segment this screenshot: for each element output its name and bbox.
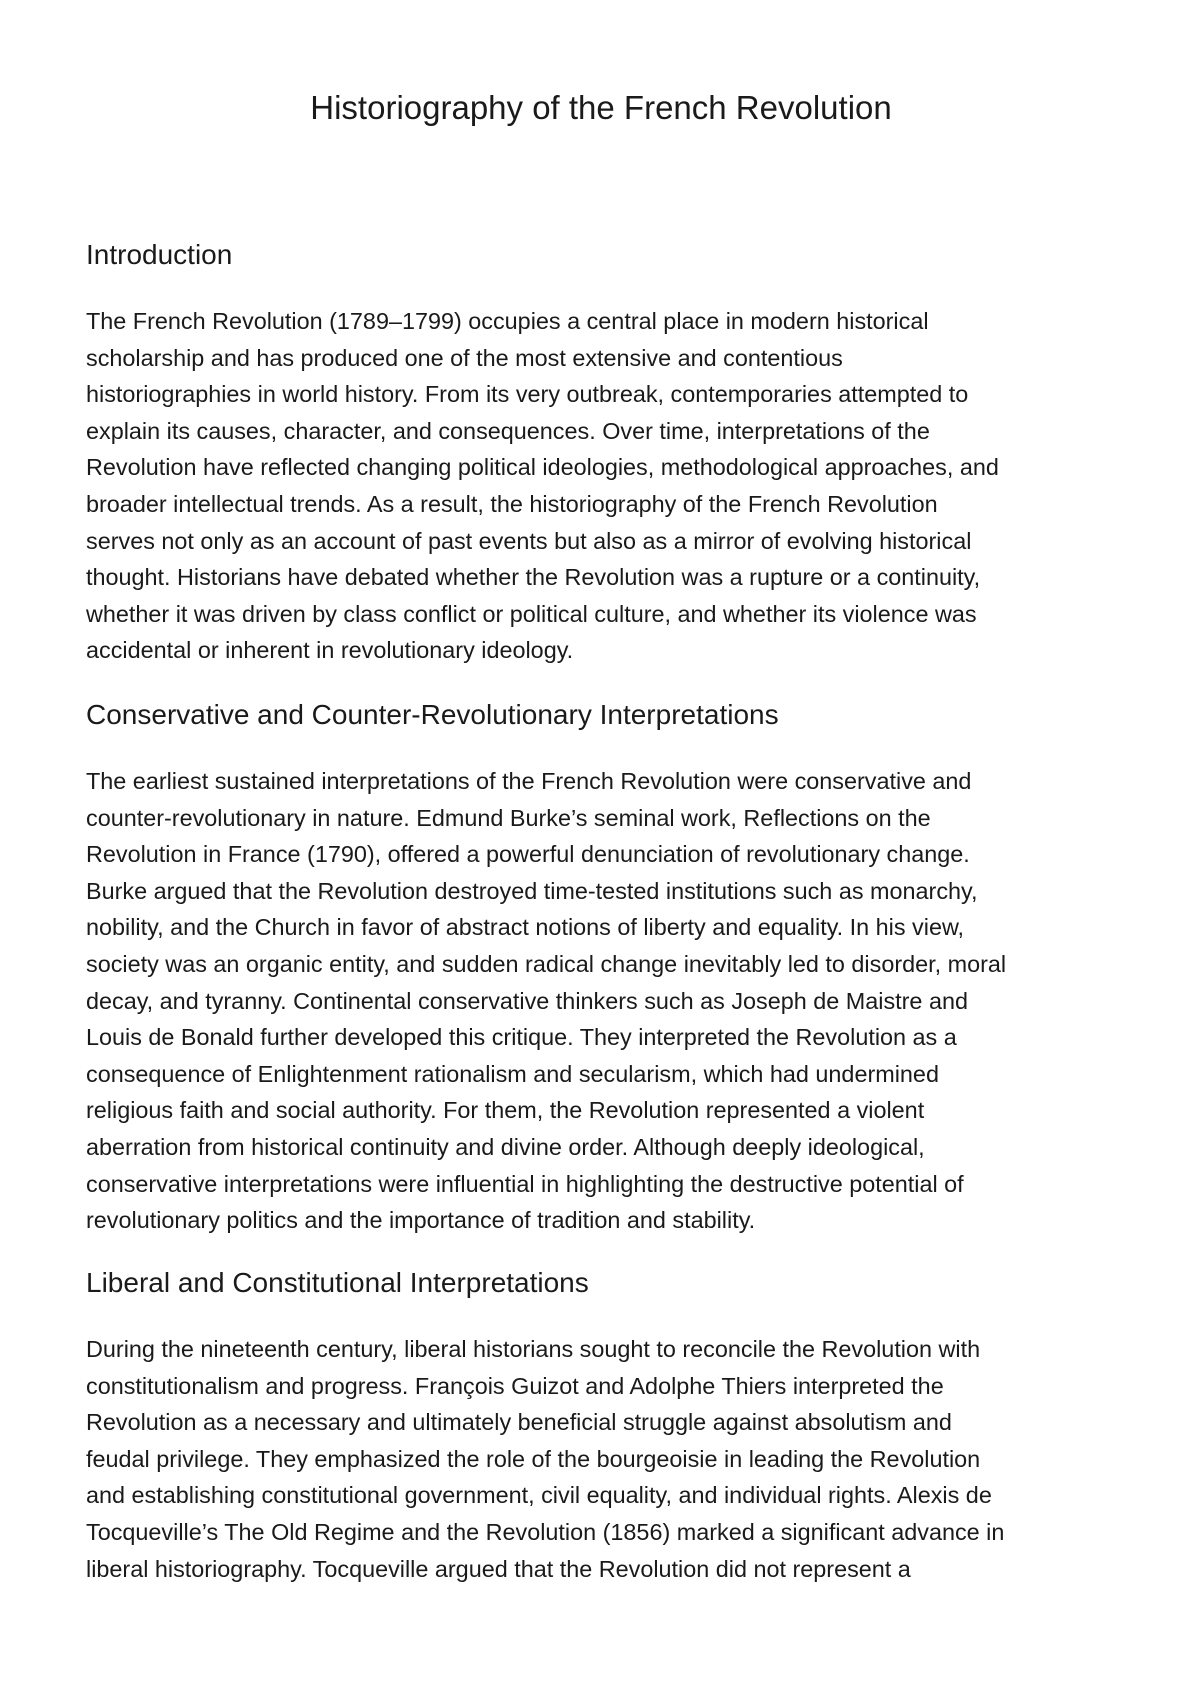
paragraph-line: consequence of Enlightenment rationalism and secularism, which had undermined <box>86 1060 939 1087</box>
section-paragraph-introduction <box>86 303 1136 669</box>
section-heading-introduction: Introduction <box>86 239 233 270</box>
paragraph-line: and establishing constitutional government, civil equality, and individual rights. Alexis de <box>86 1482 992 1509</box>
paragraph-line: nobility, and the Church in favor of abstract notions of liberty and equality. In his view, <box>86 914 965 941</box>
section-paragraph-liberal <box>86 1331 1136 1587</box>
section-paragraph-conservative <box>86 763 1136 1239</box>
paragraph-line: religious faith and social authority. For them, the Revolution represented a violent <box>86 1097 925 1124</box>
paragraph-line: constitutionalism and progress. François Guizot and Adolphe Thiers interpreted the <box>86 1372 944 1399</box>
paragraph-line: counter-revolutionary in nature. Edmund Burke’s seminal work, Reflections on the <box>86 804 931 831</box>
paragraph-line: During the nineteenth century, liberal historians sought to reconcile the Revolution with <box>86 1336 981 1362</box>
paragraph-line: feudal privilege. They emphasized the role of the bourgeoisie in leading the Revolution <box>86 1445 981 1472</box>
paragraph-line: The earliest sustained interpretations of the French Revolution were conservative and <box>86 768 972 794</box>
paragraph-line: Louis de Bonald further developed this critique. They interpreted the Revolution as a <box>86 1024 957 1051</box>
paragraph-line: society was an organic entity, and sudden radical change inevitably led to disorder, moral <box>86 950 1007 977</box>
paragraph-line: Tocqueville’s The Old Regime and the Revolution (1856) marked a significant advance in <box>86 1518 1005 1545</box>
section-heading-liberal: Liberal and Constitutional Interpretations <box>86 1267 589 1298</box>
paragraph-line: accidental or inherent in revolutionary ideology. <box>86 637 574 664</box>
paragraph-line: aberration from historical continuity and divine order. Although deeply ideological, <box>86 1133 925 1160</box>
paragraph-line: scholarship and has produced one of the most extensive and contentious <box>86 344 843 371</box>
paragraph-line: Burke argued that the Revolution destroyed time-tested institutions such as monarchy, <box>86 877 978 904</box>
paragraph-line: liberal historiography. Tocqueville argued that the Revolution did not represent a <box>86 1555 911 1582</box>
section-heading-conservative: Conservative and Counter-Revolutionary Interpretations <box>86 699 779 730</box>
paragraph-line: revolutionary politics and the importance of tradition and stability. <box>86 1207 756 1234</box>
paragraph-line: conservative interpretations were influential in highlighting the destructive potential of <box>86 1170 964 1197</box>
paragraph-line: The French Revolution (1789–1799) occupies a central place in modern historical <box>86 308 929 334</box>
page-title: Historiography of the French Revolution <box>310 89 892 126</box>
paragraph-line: Revolution have reflected changing political ideologies, methodological approaches, and <box>86 454 999 481</box>
paragraph-line: serves not only as an account of past events but also as a mirror of evolving historical <box>86 527 972 554</box>
paragraph-line: thought. Historians have debated whether the Revolution was a rupture or a continuity, <box>86 564 981 591</box>
paragraph-line: explain its causes, character, and consequences. Over time, interpretations of the <box>86 417 930 444</box>
paragraph-line: historiographies in world history. From its very outbreak, contemporaries attempted to <box>86 381 969 408</box>
paragraph-line: broader intellectual trends. As a result, the historiography of the French Revolution <box>86 490 938 517</box>
paragraph-line: Revolution in France (1790), offered a powerful denunciation of revolutionary change. <box>86 841 970 868</box>
paragraph-line: Revolution as a necessary and ultimately beneficial struggle against absolutism and <box>86 1409 952 1436</box>
paragraph-line: whether it was driven by class conflict or political culture, and whether its violence was <box>86 600 977 627</box>
paragraph-line: decay, and tyranny. Continental conservative thinkers such as Joseph de Maistre and <box>86 987 968 1014</box>
